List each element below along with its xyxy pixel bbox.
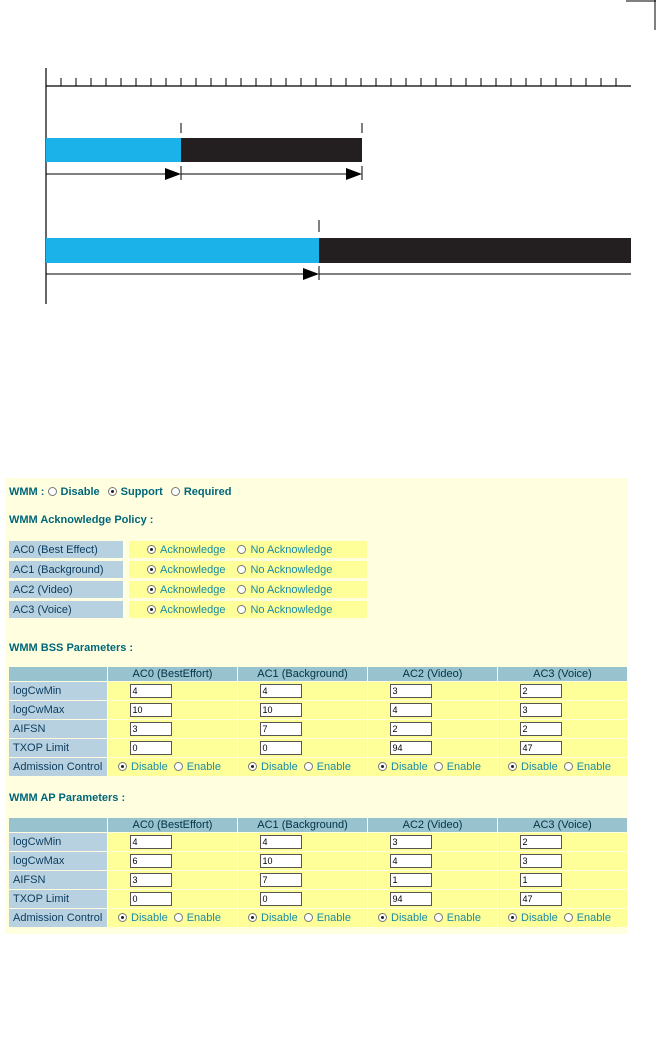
ack-row-label: AC0 (Best Effect) (9, 541, 123, 558)
ap-admission-row (9, 909, 627, 927)
radio-label: Disable (391, 912, 428, 924)
radio-button-icon[interactable] (508, 913, 517, 922)
radio-label: Acknowledge (160, 583, 226, 596)
ap-logcwmax-input[interactable]: 6 (130, 854, 172, 868)
radio-button-icon[interactable] (248, 913, 257, 922)
wmm-label: WMM : (9, 486, 45, 498)
ap-aifsn-input[interactable]: 1 (390, 873, 432, 887)
bss-admission-enable-radio[interactable] (174, 761, 221, 773)
ap-row-label: logCwMax (9, 852, 107, 870)
ack-radio-acknowledge[interactable] (147, 604, 225, 616)
ap-row (9, 833, 627, 851)
radio-label: Disable (131, 912, 168, 924)
radio-label: Disable (261, 912, 298, 924)
radio-button-icon[interactable] (237, 585, 246, 594)
row1-arrowhead-1 (165, 168, 181, 180)
ap-row-label: TXOP Limit (9, 890, 107, 908)
ap-txop-limit-input[interactable]: 94 (390, 892, 432, 906)
ap-column-header: AC1 (Background) (238, 818, 367, 832)
radio-button-icon[interactable] (434, 762, 443, 771)
bss-admission-disable-radio[interactable] (508, 761, 558, 773)
radio-button-icon[interactable] (564, 913, 573, 922)
ap-logcwmin-input[interactable]: 2 (520, 835, 562, 849)
radio-button-icon[interactable] (378, 762, 387, 771)
bss-logcwmin-input[interactable]: 3 (390, 684, 432, 698)
ap-logcwmax-input[interactable]: 3 (520, 854, 562, 868)
ack-radio-no-acknowledge[interactable] (237, 544, 332, 556)
radio-label: Required (183, 486, 232, 498)
ap-admission-enable-radio[interactable] (304, 912, 351, 924)
bss-admission-label: Admission Control (9, 758, 107, 776)
ap-logcwmin-input[interactable]: 3 (390, 835, 432, 849)
radio-label: Enable (446, 761, 481, 773)
bss-admission-disable-radio[interactable] (118, 761, 168, 773)
bss-admission-disable-radio[interactable] (248, 761, 298, 773)
ap-aifsn-input[interactable]: 7 (260, 873, 302, 887)
ap-column-header: AC0 (BestEffort) (108, 818, 237, 832)
bss-aifsn-input[interactable]: 7 (260, 722, 302, 736)
bss-row (9, 739, 627, 757)
ap-row-label: logCwMin (9, 833, 107, 851)
row1-arrowhead-2 (346, 168, 362, 180)
ap-row (9, 890, 627, 908)
bss-admission-enable-radio[interactable] (564, 761, 611, 773)
radio-label: Disable (261, 761, 298, 773)
radio-label: Disable (131, 761, 168, 773)
radio-button-icon[interactable] (174, 913, 183, 922)
bss-row (9, 720, 627, 738)
bss-row (9, 682, 627, 700)
radio-label: Enable (316, 761, 351, 773)
radio-label: Acknowledge (160, 563, 226, 576)
radio-label: No Acknowledge (250, 583, 333, 596)
ap-params-title: WMM AP Parameters : (9, 792, 126, 804)
radio-button-icon[interactable] (147, 585, 156, 594)
row1-black-segment (181, 138, 362, 162)
radio-label: Acknowledge (160, 603, 226, 616)
bss-txop-limit-input[interactable]: 0 (130, 741, 172, 755)
ack-options (129, 561, 367, 578)
ack-radio-no-acknowledge[interactable] (237, 564, 332, 576)
radio-label: Disable (391, 761, 428, 773)
bss-column-header: AC2 (Video) (368, 667, 497, 681)
ap-header-blank (9, 818, 107, 832)
ap-logcwmin-input[interactable]: 4 (130, 835, 172, 849)
radio-button-icon[interactable] (108, 487, 117, 496)
ap-admission-enable-radio[interactable] (434, 912, 481, 924)
ap-aifsn-input[interactable]: 1 (520, 873, 562, 887)
ap-row (9, 871, 627, 889)
ap-row-label: AIFSN (9, 871, 107, 889)
bss-aifsn-input[interactable]: 3 (130, 722, 172, 736)
bss-column-header: AC1 (Background) (238, 667, 367, 681)
ap-admission-disable-radio[interactable] (118, 912, 168, 924)
bss-params-title: WMM BSS Parameters : (9, 642, 134, 654)
radio-label: Acknowledge (160, 543, 226, 556)
bss-admission-disable-radio[interactable] (378, 761, 428, 773)
row1-blue-segment (46, 138, 181, 162)
radio-button-icon[interactable] (171, 487, 180, 496)
bss-txop-limit-input[interactable]: 94 (390, 741, 432, 755)
bss-column-header: AC3 (Voice) (498, 667, 627, 681)
radio-label: Disable (60, 486, 100, 498)
ack-radio-no-acknowledge[interactable] (237, 584, 332, 596)
radio-button-icon[interactable] (304, 913, 313, 922)
row2-black-segment (319, 238, 631, 263)
ack-row-label: AC1 (Background) (9, 561, 123, 578)
bss-logcwmin-input[interactable]: 2 (520, 684, 562, 698)
ap-column-header: AC3 (Voice) (498, 818, 627, 832)
radio-button-icon[interactable] (237, 605, 246, 614)
bss-row (9, 701, 627, 719)
radio-button-icon[interactable] (174, 762, 183, 771)
radio-label: Disable (521, 761, 558, 773)
radio-label: Disable (521, 912, 558, 924)
radio-button-icon[interactable] (147, 565, 156, 574)
ack-options (129, 581, 367, 598)
ap-params-table (8, 817, 628, 928)
ap-logcwmax-input[interactable]: 4 (390, 854, 432, 868)
bss-admission-row (9, 758, 627, 776)
bss-logcwmin-input[interactable]: 4 (130, 684, 172, 698)
ack-policy-title: WMM Acknowledge Policy : (9, 514, 154, 526)
radio-button-icon[interactable] (147, 605, 156, 614)
radio-button-icon[interactable] (304, 762, 313, 771)
bss-row-label: AIFSN (9, 720, 107, 738)
page-corner-mark (626, 0, 656, 30)
bss-row-label: TXOP Limit (9, 739, 107, 757)
wmm-radio-support[interactable] (108, 486, 163, 498)
radio-label: Enable (186, 912, 221, 924)
bss-column-header: AC0 (BestEffort) (108, 667, 237, 681)
radio-label: Enable (576, 912, 611, 924)
radio-button-icon[interactable] (118, 913, 127, 922)
radio-button-icon[interactable] (564, 762, 573, 771)
ap-row (9, 852, 627, 870)
radio-label: No Acknowledge (250, 543, 333, 556)
radio-button-icon[interactable] (237, 545, 246, 554)
ack-options (129, 541, 367, 558)
radio-label: Enable (576, 761, 611, 773)
ap-txop-limit-input[interactable]: 0 (130, 892, 172, 906)
bss-admission-enable-radio[interactable] (434, 761, 481, 773)
ap-admission-label: Admission Control (9, 909, 107, 927)
radio-label: Enable (186, 761, 221, 773)
wmm-settings-panel (5, 478, 628, 934)
bss-params-table (8, 666, 628, 777)
bss-logcwmax-input[interactable]: 10 (130, 703, 172, 717)
ack-row-label: AC2 (Video) (9, 581, 123, 598)
bss-logcwmin-input[interactable]: 4 (260, 684, 302, 698)
radio-label: No Acknowledge (250, 563, 333, 576)
radio-button-icon[interactable] (147, 545, 156, 554)
ap-logcwmax-input[interactable]: 10 (260, 854, 302, 868)
ack-radio-no-acknowledge[interactable] (237, 604, 332, 616)
row2-arrowhead (303, 268, 319, 280)
ap-admission-enable-radio[interactable] (564, 912, 611, 924)
ack-policy-table (9, 538, 367, 621)
bss-txop-limit-input[interactable]: 47 (520, 741, 562, 755)
ap-admission-enable-radio[interactable] (174, 912, 221, 924)
ap-txop-limit-input[interactable]: 0 (260, 892, 302, 906)
bss-header-blank (9, 667, 107, 681)
bss-logcwmax-input[interactable]: 4 (390, 703, 432, 717)
ap-admission-disable-radio[interactable] (248, 912, 298, 924)
radio-button-icon[interactable] (508, 762, 517, 771)
radio-button-icon[interactable] (118, 762, 127, 771)
radio-label: No Acknowledge (250, 603, 333, 616)
radio-button-icon[interactable] (237, 565, 246, 574)
wmm-radio-required[interactable] (171, 486, 232, 498)
ap-admission-disable-radio[interactable] (508, 912, 558, 924)
radio-button-icon[interactable] (248, 762, 257, 771)
ack-radio-acknowledge[interactable] (147, 564, 225, 576)
ap-aifsn-input[interactable]: 3 (130, 873, 172, 887)
bss-admission-enable-radio[interactable] (304, 761, 351, 773)
bss-logcwmax-input[interactable]: 3 (520, 703, 562, 717)
ack-row-label: AC3 (Voice) (9, 601, 123, 618)
ap-column-header: AC2 (Video) (368, 818, 497, 832)
ack-policy-row (9, 601, 367, 618)
ack-policy-row (9, 541, 367, 558)
bss-aifsn-input[interactable]: 2 (520, 722, 562, 736)
bss-txop-limit-input[interactable]: 0 (260, 741, 302, 755)
bss-aifsn-input[interactable]: 2 (390, 722, 432, 736)
radio-button-icon[interactable] (378, 913, 387, 922)
diagram-time-ticks (61, 78, 616, 86)
wmm-mode-row (9, 486, 240, 498)
timing-diagram (0, 60, 657, 310)
ap-txop-limit-input[interactable]: 47 (520, 892, 562, 906)
radio-button-icon[interactable] (434, 913, 443, 922)
radio-label: Support (120, 486, 163, 498)
bss-logcwmax-input[interactable]: 10 (260, 703, 302, 717)
radio-button-icon[interactable] (48, 487, 57, 496)
ap-admission-disable-radio[interactable] (378, 912, 428, 924)
ap-logcwmin-input[interactable]: 4 (260, 835, 302, 849)
ack-options (129, 601, 367, 618)
radio-label: Enable (316, 912, 351, 924)
ack-radio-acknowledge[interactable] (147, 544, 225, 556)
wmm-radio-disable[interactable] (48, 486, 100, 498)
bss-row-label: logCwMin (9, 682, 107, 700)
ack-radio-acknowledge[interactable] (147, 584, 225, 596)
bss-row-label: logCwMax (9, 701, 107, 719)
radio-label: Enable (446, 912, 481, 924)
ack-policy-row (9, 561, 367, 578)
row2-blue-segment (46, 238, 319, 263)
ack-policy-row (9, 581, 367, 598)
